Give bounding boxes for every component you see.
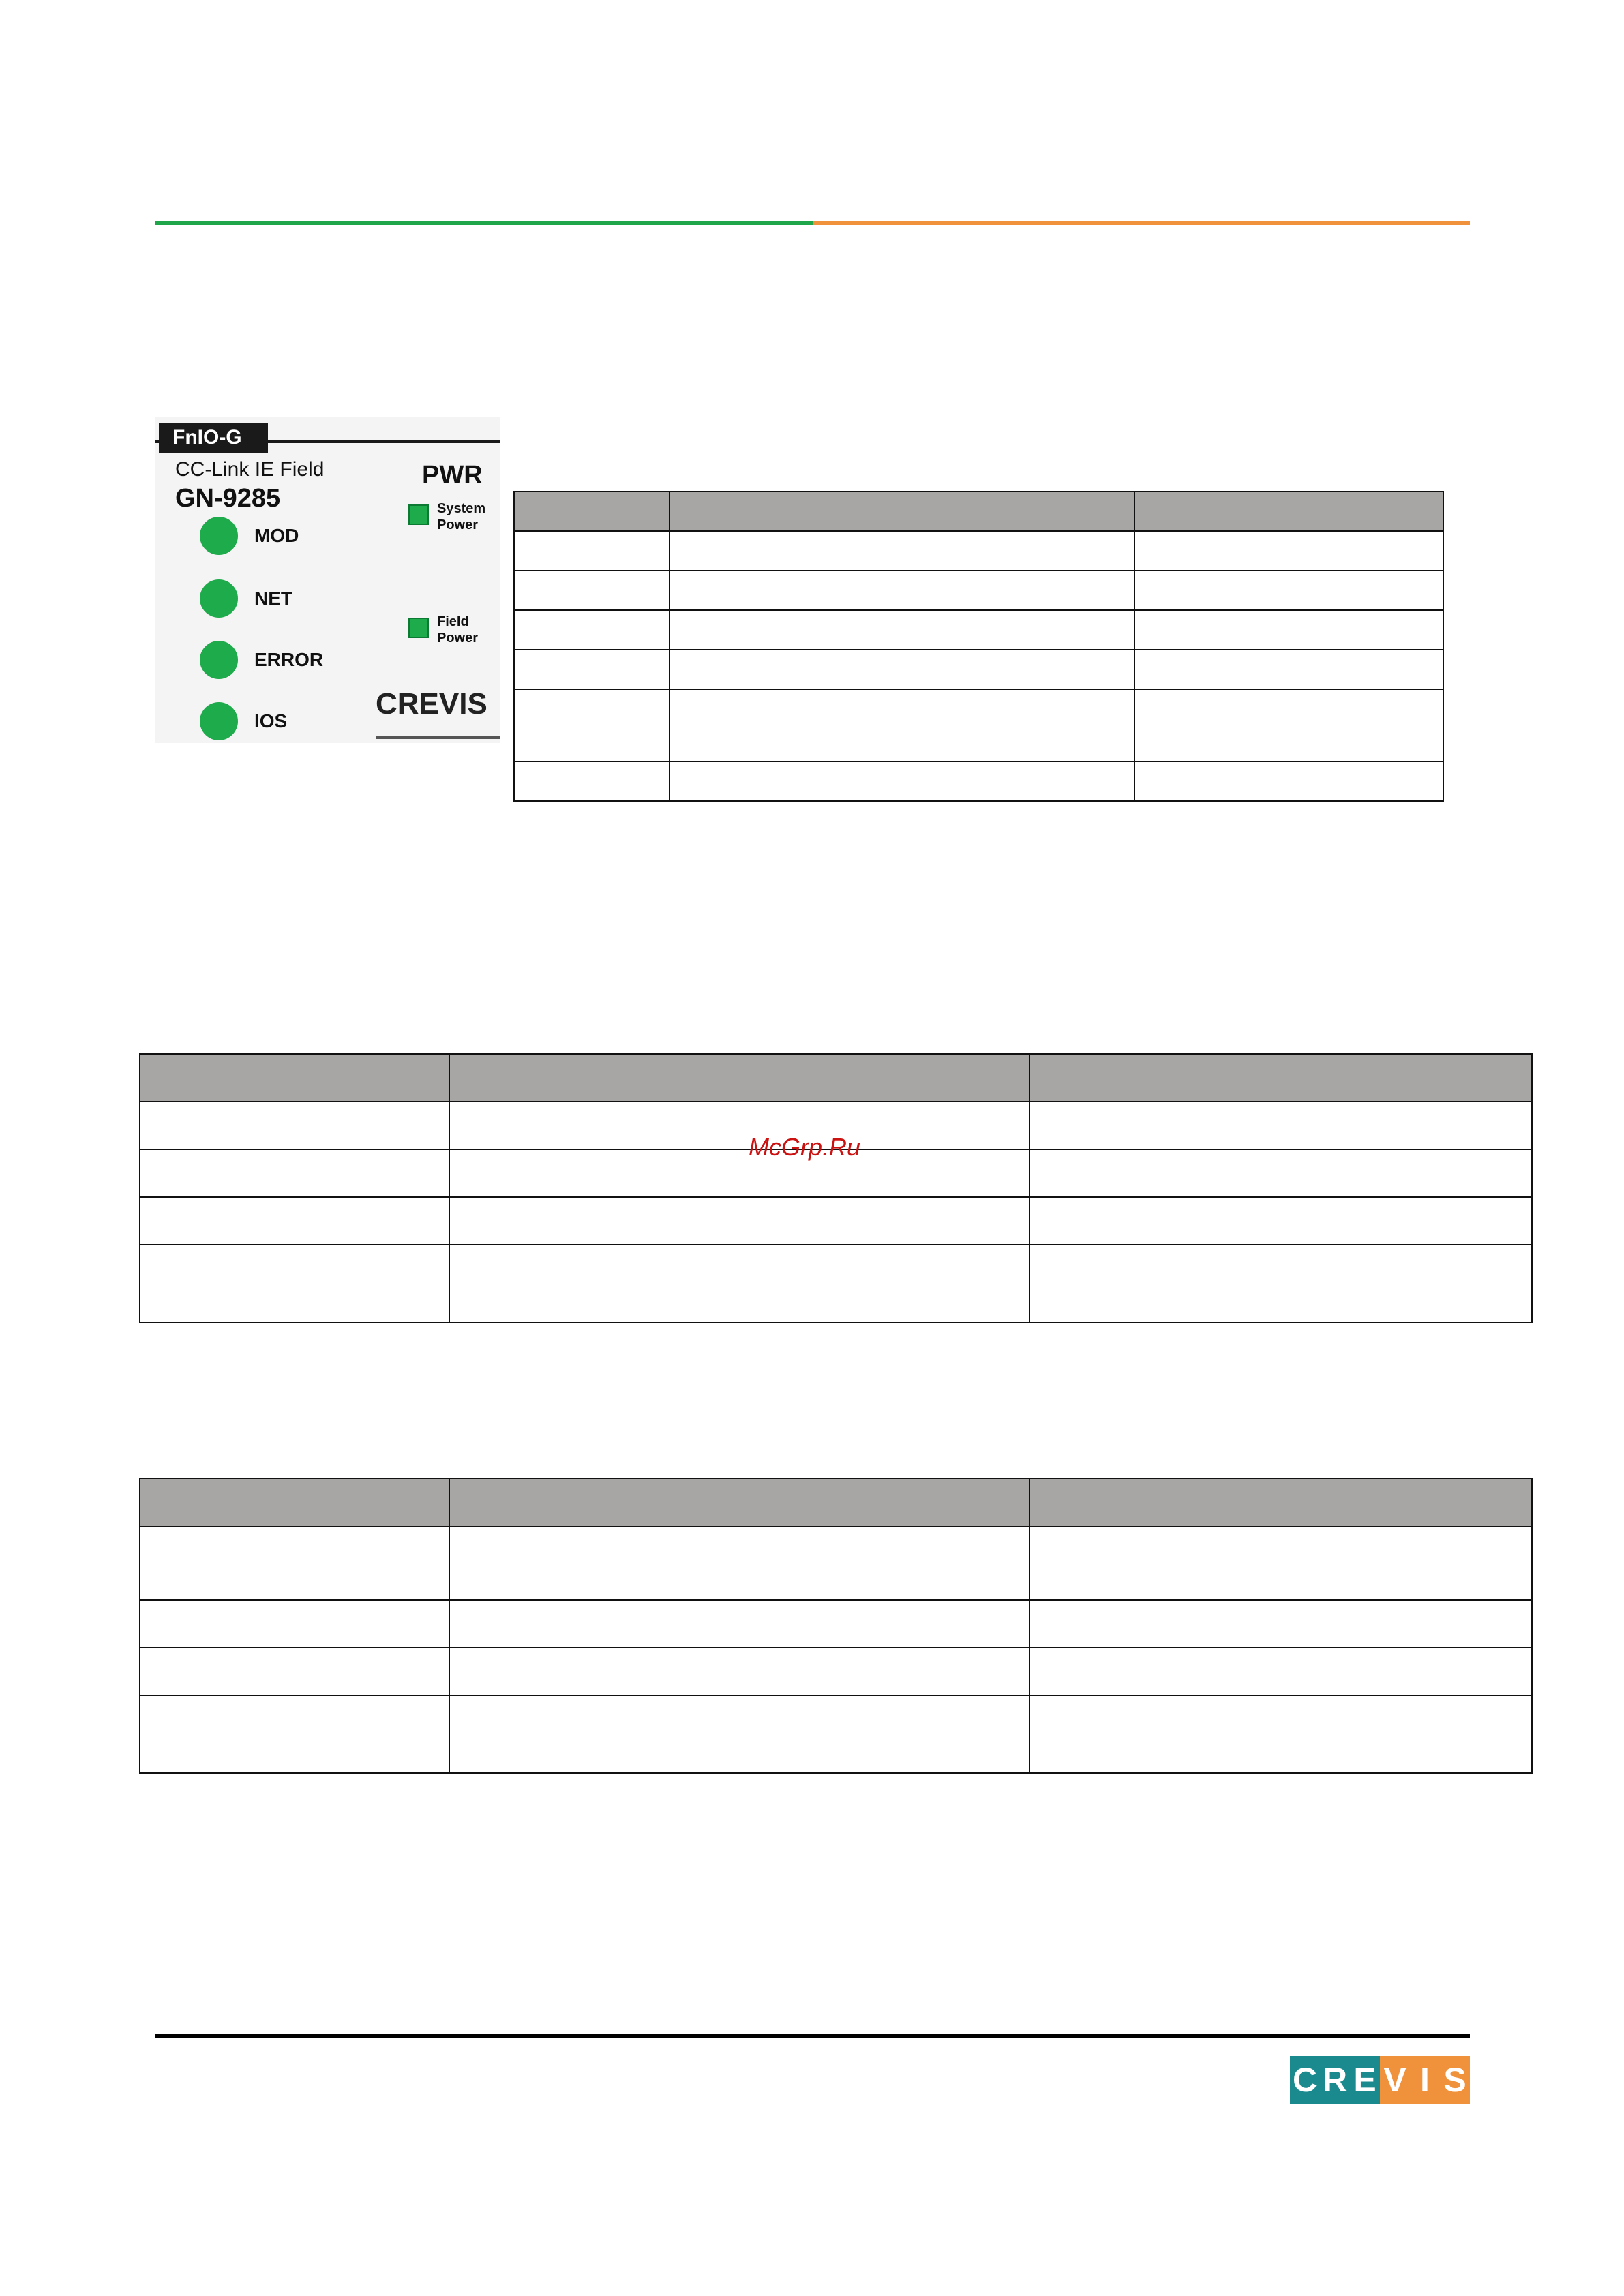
table-row [140, 1245, 1532, 1323]
mod-led-label: MOD [254, 525, 299, 546]
table-row [514, 571, 1443, 610]
table-row [514, 610, 1443, 650]
logo-letter: I [1410, 2056, 1440, 2104]
table-header-row [140, 1479, 1532, 1526]
led-table-1 [513, 491, 1444, 802]
table-row [140, 1648, 1532, 1695]
logo-letter: C [1290, 2056, 1320, 2104]
led-table-2 [139, 1053, 1533, 1323]
footer-rule [155, 2034, 1470, 2038]
panel-subtitle: CC-Link IE Field [175, 458, 325, 481]
led-table-3 [139, 1478, 1533, 1774]
table-row [140, 1197, 1532, 1245]
error-led-label: ERROR [254, 649, 324, 670]
table-header-row [140, 1054, 1532, 1102]
table-row [140, 1600, 1532, 1648]
header-rule-green [155, 221, 813, 225]
logo-letter: R [1320, 2056, 1350, 2104]
panel-bottom-line [376, 736, 500, 739]
table-row [140, 1526, 1532, 1600]
ios-led-icon [200, 702, 238, 740]
system-power-led-icon [408, 504, 429, 525]
panel-tab-label: FnIO-G [159, 423, 268, 453]
field-power-label: Field Power [437, 614, 479, 646]
table-row [514, 531, 1443, 571]
ios-led-label: IOS [254, 710, 288, 731]
mod-led-icon [200, 517, 238, 555]
logo-letter: E [1350, 2056, 1380, 2104]
net-led-icon [200, 579, 238, 618]
panel-brand-logo: CREVIS [376, 687, 487, 721]
table-row [514, 761, 1443, 801]
crevis-logo [1290, 2056, 1470, 2104]
watermark: McGrp.Ru [749, 1133, 861, 1161]
module-front-panel [155, 417, 500, 743]
table-row [514, 689, 1443, 761]
panel-model: GN-9285 [175, 484, 281, 513]
logo-letter: S [1440, 2056, 1470, 2104]
error-led-icon [200, 641, 238, 679]
net-led-label: NET [254, 588, 292, 609]
logo-letter: V [1380, 2056, 1410, 2104]
field-power-led-icon [408, 618, 429, 638]
table-row [140, 1695, 1532, 1773]
system-power-label: System Power [437, 501, 486, 532]
table-header-row [514, 492, 1443, 531]
table-row [514, 650, 1443, 689]
header-rule-orange [813, 221, 1470, 225]
panel-pwr-label: PWR [422, 461, 483, 489]
